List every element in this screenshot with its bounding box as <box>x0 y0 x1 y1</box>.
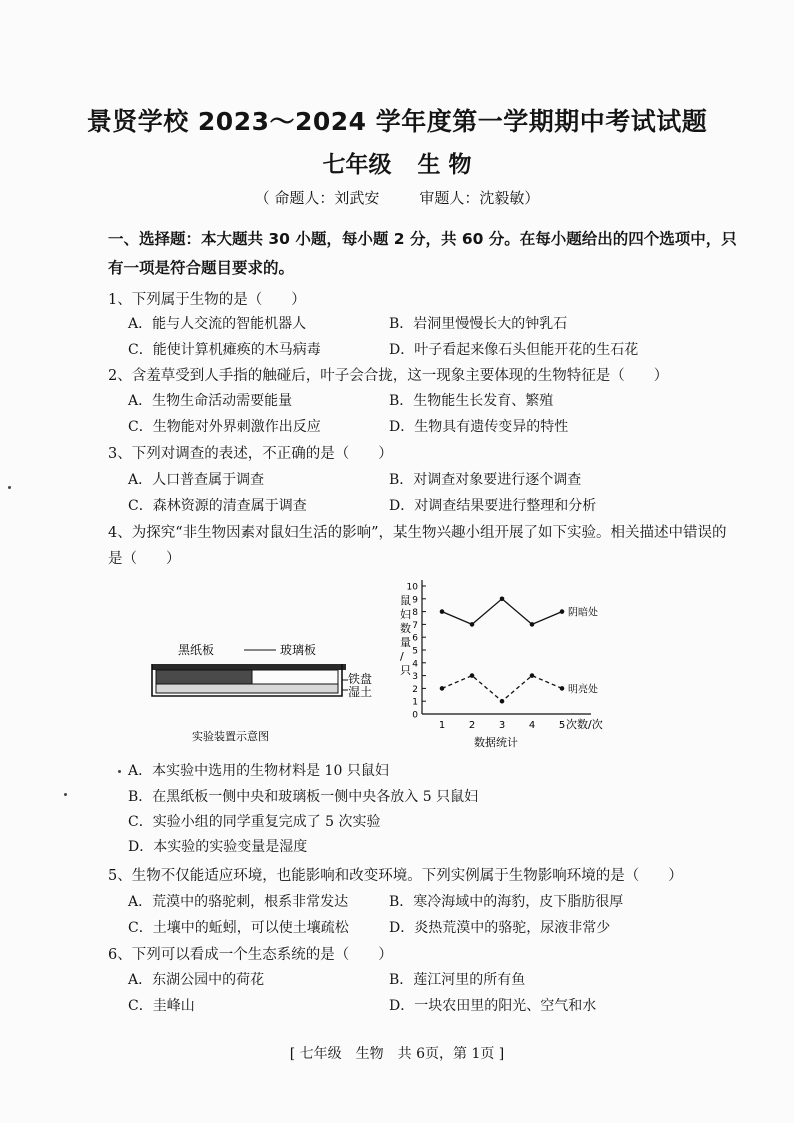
question-2-option-a: A．生物生命活动需要能量 <box>128 393 293 409</box>
apparatus-diagram <box>148 636 378 748</box>
series-label-1: 明亮处 <box>568 684 598 696</box>
x-tick-label: 5 <box>558 720 566 731</box>
question-3-option-c: C．森林资源的清查属于调查 <box>128 498 307 514</box>
label-glass-board: 玻璃板 <box>280 643 317 657</box>
question-5-stem: 5、生物不仅能适应环境，也能影响和改变环境。下列实例属于生物影响环境的是（ ） <box>108 868 683 884</box>
y-tick-label: 3 <box>412 672 418 683</box>
question-setter: （ 命题人：刘武安 <box>254 189 380 207</box>
data-point <box>530 622 535 627</box>
question-4-option-a: A．本实验中选用的生物材料是 10 只鼠妇 <box>128 763 389 779</box>
question-5-option-b: B．寒冷海域中的海豹，皮下脂肪很厚 <box>389 894 624 910</box>
question-4-option-d: D．本实验的实验变量是湿度 <box>128 839 308 855</box>
x-tick-label: 2 <box>468 720 476 731</box>
question-2-option-c: C．生物能对外界刺激作出反应 <box>128 419 321 435</box>
question-1-option-c: C．能使计算机瘫痪的木马病毒 <box>128 342 321 358</box>
question-4-option-c: C．实验小组的同学重复完成了 5 次实验 <box>128 814 381 830</box>
section-heading-line1: 一、选择题：本大题共 30 小题，每小题 2 分，共 60 分。在每小题给出的四个选项中，只 <box>108 230 737 248</box>
question-reviewer: 审题人：沈毅敏） <box>419 189 540 207</box>
y-tick-label: 6 <box>412 633 418 644</box>
scan-speck <box>118 770 121 773</box>
label-wet-soil: 湿土 <box>348 685 373 699</box>
y-tick-label: 5 <box>412 646 418 657</box>
y-tick-label: 1 <box>412 697 418 708</box>
grade-label: 七年级 <box>322 152 392 178</box>
glass-side-space <box>252 670 338 684</box>
data-point <box>500 597 505 602</box>
scan-speck <box>64 793 67 796</box>
question-6-option-d: D．一块农田里的阳光、空气和水 <box>389 998 597 1014</box>
question-6-option-b: B．莲江河里的所有鱼 <box>389 972 526 988</box>
question-1-option-a: A．能与人交流的智能机器人 <box>128 316 307 332</box>
board-top <box>152 664 346 670</box>
exam-title: 景贤学校 2023～2024 学年度第一学期期中考试试题 <box>86 107 708 136</box>
wet-soil-layer <box>156 684 338 693</box>
question-2-option-b: B．生物能生长发育、繁殖 <box>389 393 554 409</box>
question-1-stem: 1、下列属于生物的是（ ） <box>108 292 306 308</box>
scan-speck <box>8 486 11 489</box>
question-2-stem: 2、含羞草受到人手指的触碰后，叶子会合拢，这一现象主要体现的生物特征是（ ） <box>108 368 669 384</box>
x-axis-label: 次数/次 <box>566 718 603 731</box>
y-tick-label: 7 <box>412 620 418 631</box>
chart-caption: 数据统计 <box>474 736 518 749</box>
x-tick-label: 3 <box>498 720 506 731</box>
question-3-option-d: D．对调查结果要进行整理和分析 <box>389 498 597 514</box>
series-line-0 <box>442 599 562 625</box>
question-5-option-c: C．土壤中的蚯蚓，可以使土壤疏松 <box>128 920 349 936</box>
question-2-option-d: D．生物具有遗传变异的特性 <box>389 419 569 435</box>
question-3-option-b: B．对调查对象要进行逐个调查 <box>389 472 582 488</box>
page-footer: [ 七年级 生物 共 6页，第 1页 ] <box>289 1046 505 1062</box>
exam-subtitle <box>0 146 794 179</box>
question-1-option-b: B．岩洞里慢慢长大的钟乳石 <box>389 316 568 332</box>
x-tick-label: 1 <box>438 720 446 731</box>
series-line-1 <box>442 676 562 702</box>
data-point <box>440 609 445 614</box>
question-5-option-d: D．炎热荒漠中的骆驼，尿液非常少 <box>389 920 611 936</box>
y-tick-label: 2 <box>412 684 418 695</box>
y-tick-label: 10 <box>406 582 418 593</box>
y-tick-label: 0 <box>412 710 418 721</box>
question-6-stem: 6、下列可以看成一个生态系统的是（ ） <box>108 947 393 963</box>
y-tick-label: 8 <box>412 608 418 619</box>
data-point <box>470 622 475 627</box>
label-black-board: 黑纸板 <box>178 643 215 657</box>
question-4-stem-line1: 4、为探究“非生物因素对鼠妇生活的影响”，某生物兴趣小组开展了如下实验。相关描述中错误的 <box>108 525 727 541</box>
y-tick-label: 4 <box>412 659 418 670</box>
x-tick-label: 4 <box>528 720 536 731</box>
section-heading-line2: 有一项是符合题目要求的。 <box>108 259 295 277</box>
authors-line <box>0 187 794 208</box>
series-label-0: 阴暗处 <box>568 607 598 619</box>
y-tick-label: 9 <box>412 595 418 606</box>
question-3-stem: 3、下列对调查的表述，不正确的是（ ） <box>108 446 393 462</box>
data-point <box>530 673 535 678</box>
apparatus-caption: 实验装置示意图 <box>192 730 269 743</box>
question-4-stem-line2: 是（ ） <box>108 551 181 567</box>
label-iron-tray: 铁盘 <box>348 672 373 686</box>
data-point <box>560 686 565 691</box>
question-1-option-d: D．叶子看起来像石头但能开花的生石花 <box>389 342 639 358</box>
question-4-option-b: B．在黑纸板一侧中央和玻璃板一侧中央各放入 5 只鼠妇 <box>128 789 479 805</box>
question-3-option-a: A．人口普查属于调查 <box>128 472 265 488</box>
data-point <box>560 609 565 614</box>
data-point <box>470 673 475 678</box>
data-point <box>500 699 505 704</box>
data-point <box>440 686 445 691</box>
question-5-option-a: A．荒漠中的骆驼刺，根系非常发达 <box>128 894 349 910</box>
y-axis-label: 鼠妇数量/只 <box>400 594 411 677</box>
question-6-option-a: A．东湖公园中的荷花 <box>128 972 265 988</box>
question-6-option-c: C．圭峰山 <box>128 998 195 1014</box>
subject-label: 生 物 <box>417 152 472 178</box>
black-board-shade <box>156 670 252 684</box>
mouse-count-chart <box>386 574 616 754</box>
